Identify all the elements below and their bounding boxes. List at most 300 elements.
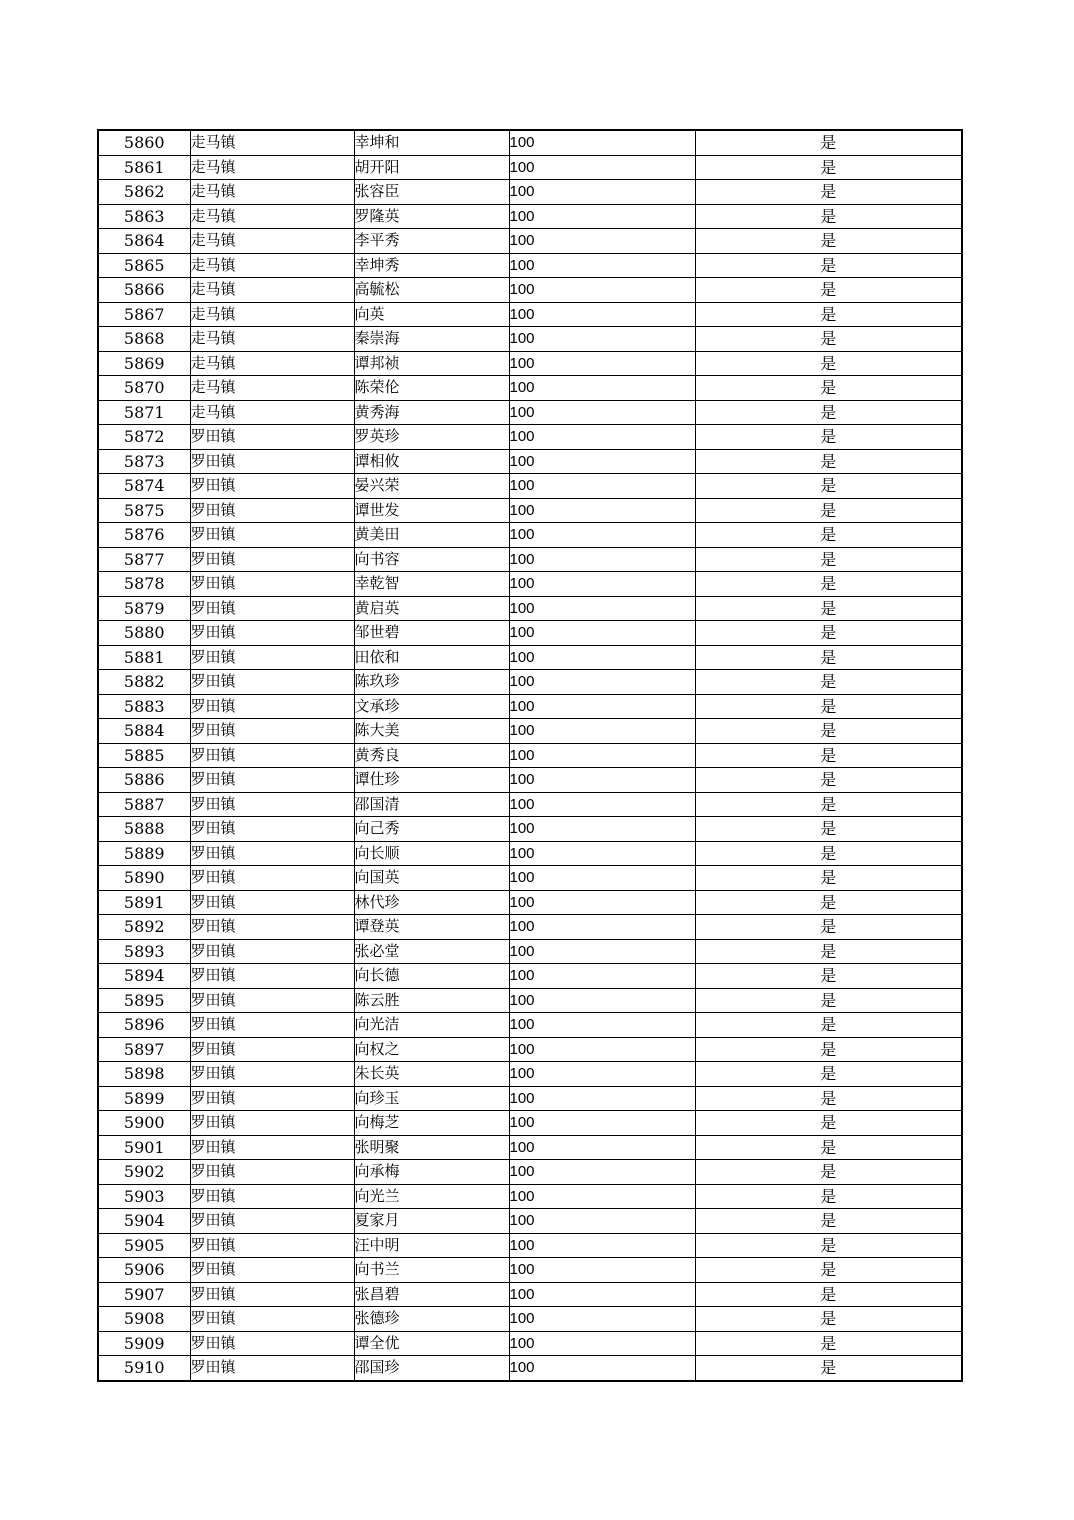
serial-number-cell: 5880 bbox=[98, 621, 190, 646]
amount-cell: 100 bbox=[509, 988, 695, 1013]
town-cell: 罗田镇 bbox=[190, 1282, 354, 1307]
table-row bbox=[98, 351, 962, 376]
status-cell: 是 bbox=[695, 376, 962, 401]
serial-number-cell: 5897 bbox=[98, 1037, 190, 1062]
table-row bbox=[98, 180, 962, 205]
status-cell: 是 bbox=[695, 694, 962, 719]
amount-cell: 100 bbox=[509, 1086, 695, 1111]
serial-number-cell: 5892 bbox=[98, 915, 190, 940]
person-name-cell: 邵国清 bbox=[354, 792, 509, 817]
serial-number-cell: 5890 bbox=[98, 866, 190, 891]
status-cell: 是 bbox=[695, 866, 962, 891]
town-cell: 罗田镇 bbox=[190, 425, 354, 450]
table-row bbox=[98, 621, 962, 646]
amount-cell: 100 bbox=[509, 719, 695, 744]
table-row bbox=[98, 1062, 962, 1087]
person-name-cell: 向书容 bbox=[354, 547, 509, 572]
amount-cell: 100 bbox=[509, 964, 695, 989]
table-row bbox=[98, 572, 962, 597]
amount-cell: 100 bbox=[509, 596, 695, 621]
town-cell: 罗田镇 bbox=[190, 743, 354, 768]
serial-number-cell: 5873 bbox=[98, 449, 190, 474]
amount-cell: 100 bbox=[509, 621, 695, 646]
status-cell: 是 bbox=[695, 1233, 962, 1258]
town-cell: 罗田镇 bbox=[190, 817, 354, 842]
amount-cell: 100 bbox=[509, 498, 695, 523]
amount-cell: 100 bbox=[509, 351, 695, 376]
serial-number-cell: 5896 bbox=[98, 1013, 190, 1038]
table-row bbox=[98, 1013, 962, 1038]
town-cell: 走马镇 bbox=[190, 229, 354, 254]
amount-cell: 100 bbox=[509, 302, 695, 327]
serial-number-cell: 5904 bbox=[98, 1209, 190, 1234]
amount-cell: 100 bbox=[509, 841, 695, 866]
person-name-cell: 黄秀良 bbox=[354, 743, 509, 768]
amount-cell: 100 bbox=[509, 400, 695, 425]
serial-number-cell: 5864 bbox=[98, 229, 190, 254]
amount-cell: 100 bbox=[509, 1209, 695, 1234]
table-row bbox=[98, 743, 962, 768]
table-row bbox=[98, 376, 962, 401]
status-cell: 是 bbox=[695, 130, 962, 155]
status-cell: 是 bbox=[695, 645, 962, 670]
serial-number-cell: 5872 bbox=[98, 425, 190, 450]
person-name-cell: 罗隆英 bbox=[354, 204, 509, 229]
amount-cell: 100 bbox=[509, 817, 695, 842]
town-cell: 走马镇 bbox=[190, 253, 354, 278]
status-cell: 是 bbox=[695, 1037, 962, 1062]
serial-number-cell: 5862 bbox=[98, 180, 190, 205]
table-row bbox=[98, 866, 962, 891]
person-name-cell: 向权之 bbox=[354, 1037, 509, 1062]
amount-cell: 100 bbox=[509, 1184, 695, 1209]
person-name-cell: 向己秀 bbox=[354, 817, 509, 842]
person-name-cell: 谭相攸 bbox=[354, 449, 509, 474]
person-name-cell: 谭世发 bbox=[354, 498, 509, 523]
person-name-cell: 晏兴荣 bbox=[354, 474, 509, 499]
status-cell: 是 bbox=[695, 1111, 962, 1136]
town-cell: 罗田镇 bbox=[190, 523, 354, 548]
person-name-cell: 黄启英 bbox=[354, 596, 509, 621]
serial-number-cell: 5909 bbox=[98, 1331, 190, 1356]
table-row bbox=[98, 1282, 962, 1307]
town-cell: 罗田镇 bbox=[190, 1184, 354, 1209]
serial-number-cell: 5907 bbox=[98, 1282, 190, 1307]
person-name-cell: 夏家月 bbox=[354, 1209, 509, 1234]
table-row bbox=[98, 817, 962, 842]
table-row bbox=[98, 253, 962, 278]
table-row bbox=[98, 1160, 962, 1185]
status-cell: 是 bbox=[695, 449, 962, 474]
status-cell: 是 bbox=[695, 278, 962, 303]
town-cell: 罗田镇 bbox=[190, 964, 354, 989]
serial-number-cell: 5868 bbox=[98, 327, 190, 352]
amount-cell: 100 bbox=[509, 278, 695, 303]
person-name-cell: 田依和 bbox=[354, 645, 509, 670]
serial-number-cell: 5906 bbox=[98, 1258, 190, 1283]
town-cell: 罗田镇 bbox=[190, 866, 354, 891]
status-cell: 是 bbox=[695, 204, 962, 229]
serial-number-cell: 5901 bbox=[98, 1135, 190, 1160]
amount-cell: 100 bbox=[509, 768, 695, 793]
serial-number-cell: 5894 bbox=[98, 964, 190, 989]
town-cell: 罗田镇 bbox=[190, 596, 354, 621]
amount-cell: 100 bbox=[509, 866, 695, 891]
table-row bbox=[98, 1184, 962, 1209]
amount-cell: 100 bbox=[509, 449, 695, 474]
town-cell: 罗田镇 bbox=[190, 547, 354, 572]
table-row bbox=[98, 939, 962, 964]
amount-cell: 100 bbox=[509, 327, 695, 352]
status-cell: 是 bbox=[695, 1135, 962, 1160]
table-row bbox=[98, 498, 962, 523]
serial-number-cell: 5863 bbox=[98, 204, 190, 229]
serial-number-cell: 5905 bbox=[98, 1233, 190, 1258]
table-row bbox=[98, 915, 962, 940]
status-cell: 是 bbox=[695, 719, 962, 744]
person-name-cell: 邹世碧 bbox=[354, 621, 509, 646]
person-name-cell: 陈大美 bbox=[354, 719, 509, 744]
amount-cell: 100 bbox=[509, 792, 695, 817]
status-cell: 是 bbox=[695, 302, 962, 327]
town-cell: 走马镇 bbox=[190, 376, 354, 401]
amount-cell: 100 bbox=[509, 474, 695, 499]
town-cell: 罗田镇 bbox=[190, 1331, 354, 1356]
table-row bbox=[98, 1356, 962, 1381]
status-cell: 是 bbox=[695, 327, 962, 352]
status-cell: 是 bbox=[695, 1331, 962, 1356]
town-cell: 罗田镇 bbox=[190, 645, 354, 670]
status-cell: 是 bbox=[695, 351, 962, 376]
serial-number-cell: 5867 bbox=[98, 302, 190, 327]
table-row bbox=[98, 547, 962, 572]
person-name-cell: 谭全优 bbox=[354, 1331, 509, 1356]
amount-cell: 100 bbox=[509, 694, 695, 719]
serial-number-cell: 5898 bbox=[98, 1062, 190, 1087]
person-name-cell: 幸乾智 bbox=[354, 572, 509, 597]
status-cell: 是 bbox=[695, 670, 962, 695]
town-cell: 走马镇 bbox=[190, 155, 354, 180]
serial-number-cell: 5883 bbox=[98, 694, 190, 719]
town-cell: 罗田镇 bbox=[190, 449, 354, 474]
status-cell: 是 bbox=[695, 890, 962, 915]
person-name-cell: 罗英珍 bbox=[354, 425, 509, 450]
table-row bbox=[98, 425, 962, 450]
amount-cell: 100 bbox=[509, 155, 695, 180]
serial-number-cell: 5861 bbox=[98, 155, 190, 180]
town-cell: 罗田镇 bbox=[190, 939, 354, 964]
serial-number-cell: 5893 bbox=[98, 939, 190, 964]
person-name-cell: 向光洁 bbox=[354, 1013, 509, 1038]
serial-number-cell: 5871 bbox=[98, 400, 190, 425]
table-row bbox=[98, 1037, 962, 1062]
amount-cell: 100 bbox=[509, 939, 695, 964]
serial-number-cell: 5881 bbox=[98, 645, 190, 670]
serial-number-cell: 5865 bbox=[98, 253, 190, 278]
person-name-cell: 林代珍 bbox=[354, 890, 509, 915]
amount-cell: 100 bbox=[509, 204, 695, 229]
town-cell: 罗田镇 bbox=[190, 988, 354, 1013]
town-cell: 罗田镇 bbox=[190, 792, 354, 817]
town-cell: 走马镇 bbox=[190, 400, 354, 425]
town-cell: 罗田镇 bbox=[190, 1160, 354, 1185]
person-name-cell: 向英 bbox=[354, 302, 509, 327]
amount-cell: 100 bbox=[509, 1013, 695, 1038]
serial-number-cell: 5891 bbox=[98, 890, 190, 915]
table-row bbox=[98, 670, 962, 695]
town-cell: 罗田镇 bbox=[190, 719, 354, 744]
amount-cell: 100 bbox=[509, 180, 695, 205]
amount-cell: 100 bbox=[509, 130, 695, 155]
town-cell: 罗田镇 bbox=[190, 474, 354, 499]
serial-number-cell: 5882 bbox=[98, 670, 190, 695]
amount-cell: 100 bbox=[509, 523, 695, 548]
person-name-cell: 胡开阳 bbox=[354, 155, 509, 180]
status-cell: 是 bbox=[695, 547, 962, 572]
amount-cell: 100 bbox=[509, 425, 695, 450]
status-cell: 是 bbox=[695, 1062, 962, 1087]
serial-number-cell: 5908 bbox=[98, 1307, 190, 1332]
table-row bbox=[98, 130, 962, 155]
table-row bbox=[98, 229, 962, 254]
status-cell: 是 bbox=[695, 1013, 962, 1038]
serial-number-cell: 5878 bbox=[98, 572, 190, 597]
town-cell: 罗田镇 bbox=[190, 768, 354, 793]
town-cell: 罗田镇 bbox=[190, 1258, 354, 1283]
town-cell: 罗田镇 bbox=[190, 890, 354, 915]
person-name-cell: 向书兰 bbox=[354, 1258, 509, 1283]
status-cell: 是 bbox=[695, 572, 962, 597]
town-cell: 罗田镇 bbox=[190, 1307, 354, 1332]
status-cell: 是 bbox=[695, 817, 962, 842]
table-row bbox=[98, 645, 962, 670]
amount-cell: 100 bbox=[509, 1307, 695, 1332]
amount-cell: 100 bbox=[509, 1062, 695, 1087]
serial-number-cell: 5884 bbox=[98, 719, 190, 744]
town-cell: 罗田镇 bbox=[190, 621, 354, 646]
town-cell: 罗田镇 bbox=[190, 1356, 354, 1381]
amount-cell: 100 bbox=[509, 1233, 695, 1258]
table-row bbox=[98, 204, 962, 229]
person-name-cell: 张昌碧 bbox=[354, 1282, 509, 1307]
town-cell: 罗田镇 bbox=[190, 1233, 354, 1258]
table-row bbox=[98, 1331, 962, 1356]
person-name-cell: 向长德 bbox=[354, 964, 509, 989]
status-cell: 是 bbox=[695, 1356, 962, 1381]
table-row bbox=[98, 841, 962, 866]
person-name-cell: 向光兰 bbox=[354, 1184, 509, 1209]
status-cell: 是 bbox=[695, 1258, 962, 1283]
serial-number-cell: 5895 bbox=[98, 988, 190, 1013]
status-cell: 是 bbox=[695, 425, 962, 450]
person-name-cell: 邵国珍 bbox=[354, 1356, 509, 1381]
serial-number-cell: 5887 bbox=[98, 792, 190, 817]
status-cell: 是 bbox=[695, 988, 962, 1013]
table-row bbox=[98, 1111, 962, 1136]
amount-cell: 100 bbox=[509, 1331, 695, 1356]
person-name-cell: 向国英 bbox=[354, 866, 509, 891]
amount-cell: 100 bbox=[509, 1282, 695, 1307]
table-row bbox=[98, 890, 962, 915]
amount-cell: 100 bbox=[509, 1160, 695, 1185]
amount-cell: 100 bbox=[509, 547, 695, 572]
person-name-cell: 张明聚 bbox=[354, 1135, 509, 1160]
serial-number-cell: 5910 bbox=[98, 1356, 190, 1381]
status-cell: 是 bbox=[695, 253, 962, 278]
status-cell: 是 bbox=[695, 1086, 962, 1111]
amount-cell: 100 bbox=[509, 253, 695, 278]
amount-cell: 100 bbox=[509, 743, 695, 768]
person-name-cell: 向珍玉 bbox=[354, 1086, 509, 1111]
table-row bbox=[98, 768, 962, 793]
person-name-cell: 陈荣伦 bbox=[354, 376, 509, 401]
status-cell: 是 bbox=[695, 1160, 962, 1185]
serial-number-cell: 5860 bbox=[98, 130, 190, 155]
person-name-cell: 汪中明 bbox=[354, 1233, 509, 1258]
status-cell: 是 bbox=[695, 915, 962, 940]
table-row bbox=[98, 155, 962, 180]
person-name-cell: 谭仕珍 bbox=[354, 768, 509, 793]
status-cell: 是 bbox=[695, 1307, 962, 1332]
person-name-cell: 幸坤秀 bbox=[354, 253, 509, 278]
amount-cell: 100 bbox=[509, 670, 695, 695]
serial-number-cell: 5874 bbox=[98, 474, 190, 499]
table-row bbox=[98, 449, 962, 474]
amount-cell: 100 bbox=[509, 229, 695, 254]
serial-number-cell: 5900 bbox=[98, 1111, 190, 1136]
table-row bbox=[98, 964, 962, 989]
town-cell: 走马镇 bbox=[190, 327, 354, 352]
amount-cell: 100 bbox=[509, 572, 695, 597]
serial-number-cell: 5876 bbox=[98, 523, 190, 548]
person-name-cell: 张必堂 bbox=[354, 939, 509, 964]
town-cell: 罗田镇 bbox=[190, 1111, 354, 1136]
status-cell: 是 bbox=[695, 474, 962, 499]
status-cell: 是 bbox=[695, 1209, 962, 1234]
amount-cell: 100 bbox=[509, 1135, 695, 1160]
amount-cell: 100 bbox=[509, 1037, 695, 1062]
serial-number-cell: 5899 bbox=[98, 1086, 190, 1111]
table-row bbox=[98, 400, 962, 425]
town-cell: 走马镇 bbox=[190, 351, 354, 376]
person-name-cell: 高毓松 bbox=[354, 278, 509, 303]
table-row bbox=[98, 792, 962, 817]
serial-number-cell: 5885 bbox=[98, 743, 190, 768]
status-cell: 是 bbox=[695, 1184, 962, 1209]
serial-number-cell: 5875 bbox=[98, 498, 190, 523]
serial-number-cell: 5866 bbox=[98, 278, 190, 303]
status-cell: 是 bbox=[695, 1282, 962, 1307]
town-cell: 罗田镇 bbox=[190, 1062, 354, 1087]
status-cell: 是 bbox=[695, 964, 962, 989]
serial-number-cell: 5879 bbox=[98, 596, 190, 621]
town-cell: 罗田镇 bbox=[190, 670, 354, 695]
table-row bbox=[98, 474, 962, 499]
status-cell: 是 bbox=[695, 596, 962, 621]
table-row bbox=[98, 523, 962, 548]
table-row bbox=[98, 327, 962, 352]
table-row bbox=[98, 988, 962, 1013]
table-row bbox=[98, 1135, 962, 1160]
serial-number-cell: 5886 bbox=[98, 768, 190, 793]
table-row bbox=[98, 694, 962, 719]
town-cell: 走马镇 bbox=[190, 278, 354, 303]
status-cell: 是 bbox=[695, 939, 962, 964]
town-cell: 走马镇 bbox=[190, 130, 354, 155]
person-name-cell: 朱长英 bbox=[354, 1062, 509, 1087]
town-cell: 走马镇 bbox=[190, 180, 354, 205]
amount-cell: 100 bbox=[509, 915, 695, 940]
serial-number-cell: 5877 bbox=[98, 547, 190, 572]
person-name-cell: 张容臣 bbox=[354, 180, 509, 205]
person-name-cell: 谭登英 bbox=[354, 915, 509, 940]
amount-cell: 100 bbox=[509, 1258, 695, 1283]
table-row bbox=[98, 1307, 962, 1332]
data-table bbox=[97, 129, 963, 1382]
table-body bbox=[98, 130, 962, 1381]
status-cell: 是 bbox=[695, 768, 962, 793]
status-cell: 是 bbox=[695, 621, 962, 646]
person-name-cell: 黄美田 bbox=[354, 523, 509, 548]
person-name-cell: 向长顺 bbox=[354, 841, 509, 866]
person-name-cell: 幸坤和 bbox=[354, 130, 509, 155]
person-name-cell: 向承梅 bbox=[354, 1160, 509, 1185]
amount-cell: 100 bbox=[509, 890, 695, 915]
town-cell: 走马镇 bbox=[190, 302, 354, 327]
town-cell: 罗田镇 bbox=[190, 694, 354, 719]
person-name-cell: 张德珍 bbox=[354, 1307, 509, 1332]
person-name-cell: 陈玖珍 bbox=[354, 670, 509, 695]
amount-cell: 100 bbox=[509, 1111, 695, 1136]
person-name-cell: 谭邦祯 bbox=[354, 351, 509, 376]
person-name-cell: 李平秀 bbox=[354, 229, 509, 254]
table-row bbox=[98, 278, 962, 303]
status-cell: 是 bbox=[695, 743, 962, 768]
status-cell: 是 bbox=[695, 841, 962, 866]
serial-number-cell: 5888 bbox=[98, 817, 190, 842]
status-cell: 是 bbox=[695, 400, 962, 425]
person-name-cell: 黄秀海 bbox=[354, 400, 509, 425]
town-cell: 罗田镇 bbox=[190, 1135, 354, 1160]
serial-number-cell: 5902 bbox=[98, 1160, 190, 1185]
person-name-cell: 向梅芝 bbox=[354, 1111, 509, 1136]
amount-cell: 100 bbox=[509, 1356, 695, 1381]
serial-number-cell: 5869 bbox=[98, 351, 190, 376]
person-name-cell: 文承珍 bbox=[354, 694, 509, 719]
status-cell: 是 bbox=[695, 523, 962, 548]
serial-number-cell: 5889 bbox=[98, 841, 190, 866]
serial-number-cell: 5870 bbox=[98, 376, 190, 401]
town-cell: 罗田镇 bbox=[190, 498, 354, 523]
table-row bbox=[98, 1233, 962, 1258]
town-cell: 罗田镇 bbox=[190, 841, 354, 866]
serial-number-cell: 5903 bbox=[98, 1184, 190, 1209]
town-cell: 罗田镇 bbox=[190, 1086, 354, 1111]
table-row bbox=[98, 1209, 962, 1234]
town-cell: 罗田镇 bbox=[190, 1037, 354, 1062]
person-name-cell: 秦崇海 bbox=[354, 327, 509, 352]
town-cell: 罗田镇 bbox=[190, 572, 354, 597]
status-cell: 是 bbox=[695, 155, 962, 180]
table-row bbox=[98, 1086, 962, 1111]
amount-cell: 100 bbox=[509, 376, 695, 401]
town-cell: 走马镇 bbox=[190, 204, 354, 229]
table-row bbox=[98, 719, 962, 744]
table-row bbox=[98, 1258, 962, 1283]
table-row bbox=[98, 596, 962, 621]
status-cell: 是 bbox=[695, 229, 962, 254]
town-cell: 罗田镇 bbox=[190, 1013, 354, 1038]
